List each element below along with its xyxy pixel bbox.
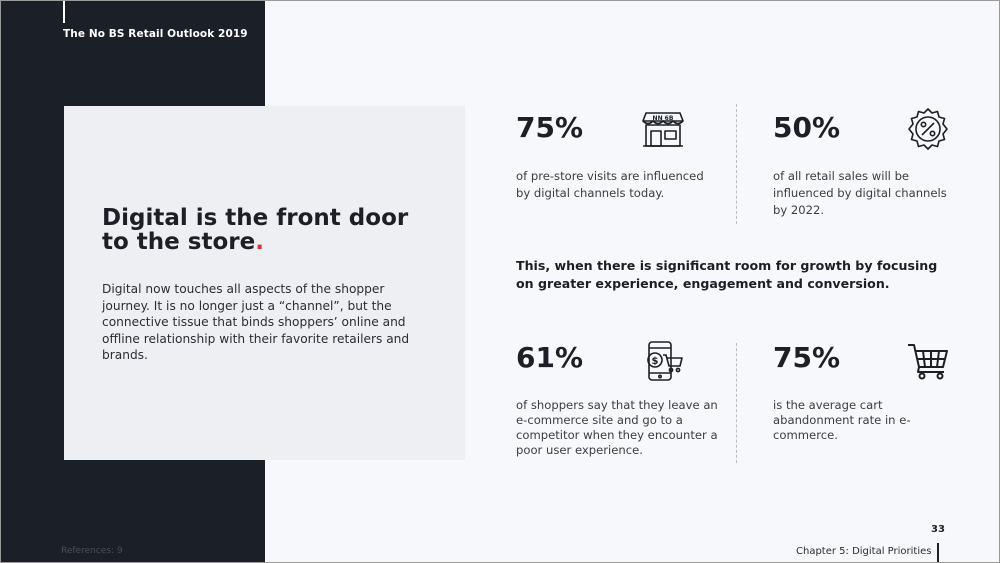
- report-title: The No BS Retail Outlook 2019: [63, 28, 248, 40]
- headline-text: Digital is the front door to the store: [102, 205, 409, 255]
- stat-value-4: 75%: [773, 341, 841, 374]
- stat-desc-3: of shoppers say that they leave an e-commerce site and go to a competitor when they encounter a poor user experience.: [516, 398, 718, 457]
- svg-text:$: $: [651, 356, 659, 367]
- page-number: 33: [931, 524, 945, 535]
- bottom-accent-tick: [937, 543, 939, 562]
- divider-top: [736, 104, 737, 224]
- chapter-label: Chapter 5: Digital Priorities: [796, 546, 932, 557]
- headline: [102, 206, 442, 254]
- references-note: References: 9: [61, 546, 123, 556]
- stat-desc-4: is the average cart abandonment rate in e-commerce.: [773, 398, 911, 442]
- stat-desc-1: of pre-store visits are influenced by digital channels today.: [516, 169, 704, 200]
- headline-accent-dot: .: [255, 229, 264, 255]
- storefront-icon: [641, 109, 685, 149]
- stat-value-3: 61%: [516, 341, 584, 374]
- mobile-shopping-icon: [641, 339, 685, 383]
- divider-bottom: [736, 343, 737, 463]
- shopping-cart-icon: [906, 341, 950, 381]
- storefront-sign-text: NN 6B: [652, 115, 674, 122]
- middle-statement: This, when there is significant room for growth by focusing on greater experience, engagement and conversion.: [516, 258, 938, 291]
- stat-value-2: 50%: [773, 111, 841, 144]
- percent-badge-icon: [906, 107, 950, 151]
- top-accent-tick: [63, 1, 65, 23]
- intro-paragraph: Digital now touches all aspects of the shopper journey. It is no longer just a “channel”, but the connective tissue that binds shoppers’ online and offline relationship with their favorite retailers and brands.: [102, 282, 410, 362]
- stat-value-1: 75%: [516, 111, 584, 144]
- stat-desc-2: of all retail sales will be influenced by digital channels by 2022.: [773, 169, 947, 217]
